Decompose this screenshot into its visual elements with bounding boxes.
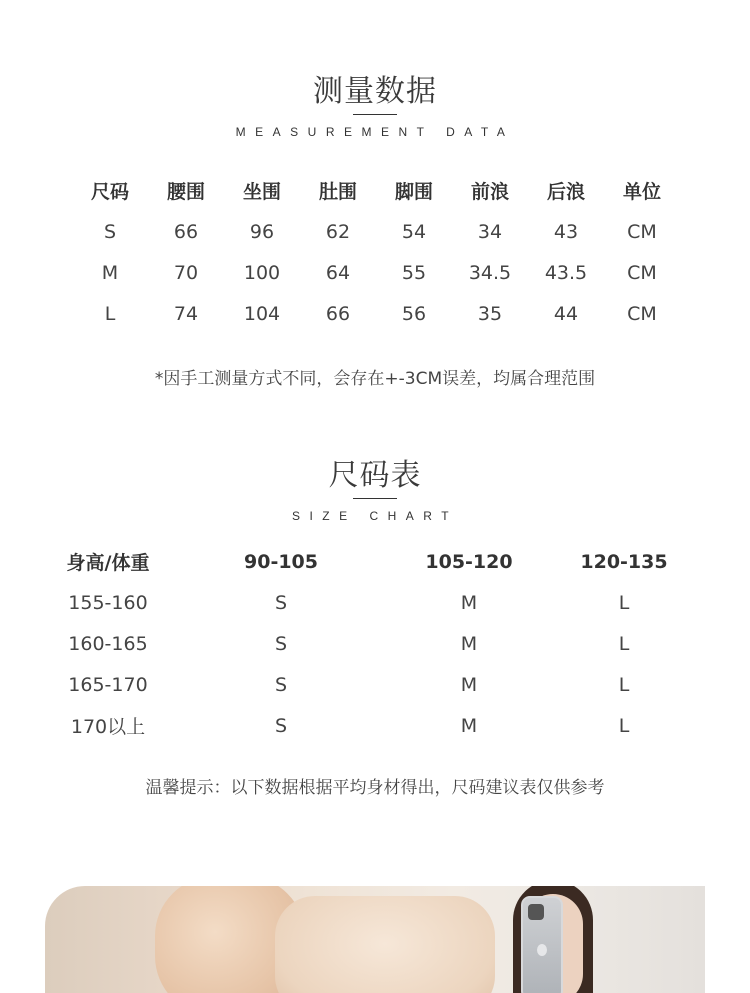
table-cell: 43.5 (544, 261, 588, 284)
table-cell: 34 (477, 220, 503, 243)
table-row (52, 582, 708, 623)
table-header-row (72, 170, 680, 211)
phone-icon (521, 896, 563, 993)
table-cell: 165-170 (68, 673, 148, 696)
header-cell: 后浪 (546, 181, 585, 203)
table-cell: S (274, 714, 288, 737)
table-cell: 43 (553, 220, 579, 243)
measurement-subtitle: MEASUREMENT DATA (235, 125, 515, 139)
header-cell: 尺码 (90, 181, 129, 203)
table-cell: CM (627, 261, 657, 284)
table-cell: L (618, 673, 630, 696)
measurement-title: 测量数据 (313, 74, 437, 109)
size-chart-table (52, 541, 708, 746)
size-chart-title: 尺码表 (328, 458, 422, 493)
table-cell: 100 (243, 261, 281, 284)
table-cell: 74 (173, 302, 199, 325)
camera-icon (528, 904, 544, 920)
table-row (72, 252, 680, 293)
header-cell: 腰围 (166, 181, 205, 203)
header-cell: 脚围 (394, 181, 433, 203)
table-cell: 66 (325, 302, 351, 325)
table-cell: 56 (401, 302, 427, 325)
measurement-table (72, 170, 680, 334)
table-cell: M (460, 591, 478, 614)
header-cell: 前浪 (470, 181, 509, 203)
table-cell: S (274, 591, 288, 614)
header-cell: 90-105 (244, 550, 318, 573)
table-cell: S (274, 632, 288, 655)
size-chart-subtitle: SIZE CHART (291, 509, 459, 523)
table-cell: L (104, 302, 116, 325)
header-cell: 105-120 (425, 550, 513, 573)
table-cell: 62 (325, 220, 351, 243)
table-cell: 160-165 (68, 632, 148, 655)
table-row (52, 664, 708, 705)
table-cell: 155-160 (68, 591, 148, 614)
table-cell: 70 (173, 261, 199, 284)
table-row (52, 705, 708, 746)
sweater-body (275, 896, 495, 993)
header-cell: 单位 (622, 181, 661, 203)
title-underline (353, 114, 397, 115)
table-row (72, 211, 680, 252)
table-cell: L (618, 591, 630, 614)
table-cell: S (274, 673, 288, 696)
title-underline (353, 498, 397, 499)
table-cell: M (460, 632, 478, 655)
table-row (52, 623, 708, 664)
size-chart-header (0, 450, 750, 523)
table-cell: S (103, 220, 117, 243)
header-cell: 肚围 (318, 181, 357, 203)
table-cell: L (618, 632, 630, 655)
apple-logo-icon (537, 944, 547, 956)
table-cell: 44 (553, 302, 579, 325)
table-cell: 54 (401, 220, 427, 243)
table-cell: CM (627, 220, 657, 243)
table-cell: M (460, 673, 478, 696)
table-cell: M (460, 714, 478, 737)
header-cell: 120-135 (580, 550, 668, 573)
table-cell: M (101, 261, 119, 284)
measurement-note: *因手工测量方式不同，会存在+-3CM误差，均属合理范围 (154, 369, 596, 389)
header-cell: 坐围 (242, 181, 281, 203)
table-cell: CM (627, 302, 657, 325)
table-cell: 34.5 (468, 261, 512, 284)
size-chart-note: 温馨提示：以下数据根据平均身材得出，尺码建议表仅供参考 (145, 778, 605, 798)
table-cell: 96 (249, 220, 275, 243)
table-cell: L (618, 714, 630, 737)
table-cell: 170以上 (70, 716, 146, 738)
table-header-row (52, 541, 708, 582)
header-cell: 身高/体重 (66, 552, 150, 574)
table-row (72, 293, 680, 334)
table-cell: 35 (477, 302, 503, 325)
measurement-header (0, 66, 750, 139)
table-cell: 104 (243, 302, 281, 325)
table-cell: 64 (325, 261, 351, 284)
table-cell: 66 (173, 220, 199, 243)
table-cell: 55 (401, 261, 427, 284)
product-photo (45, 886, 705, 993)
